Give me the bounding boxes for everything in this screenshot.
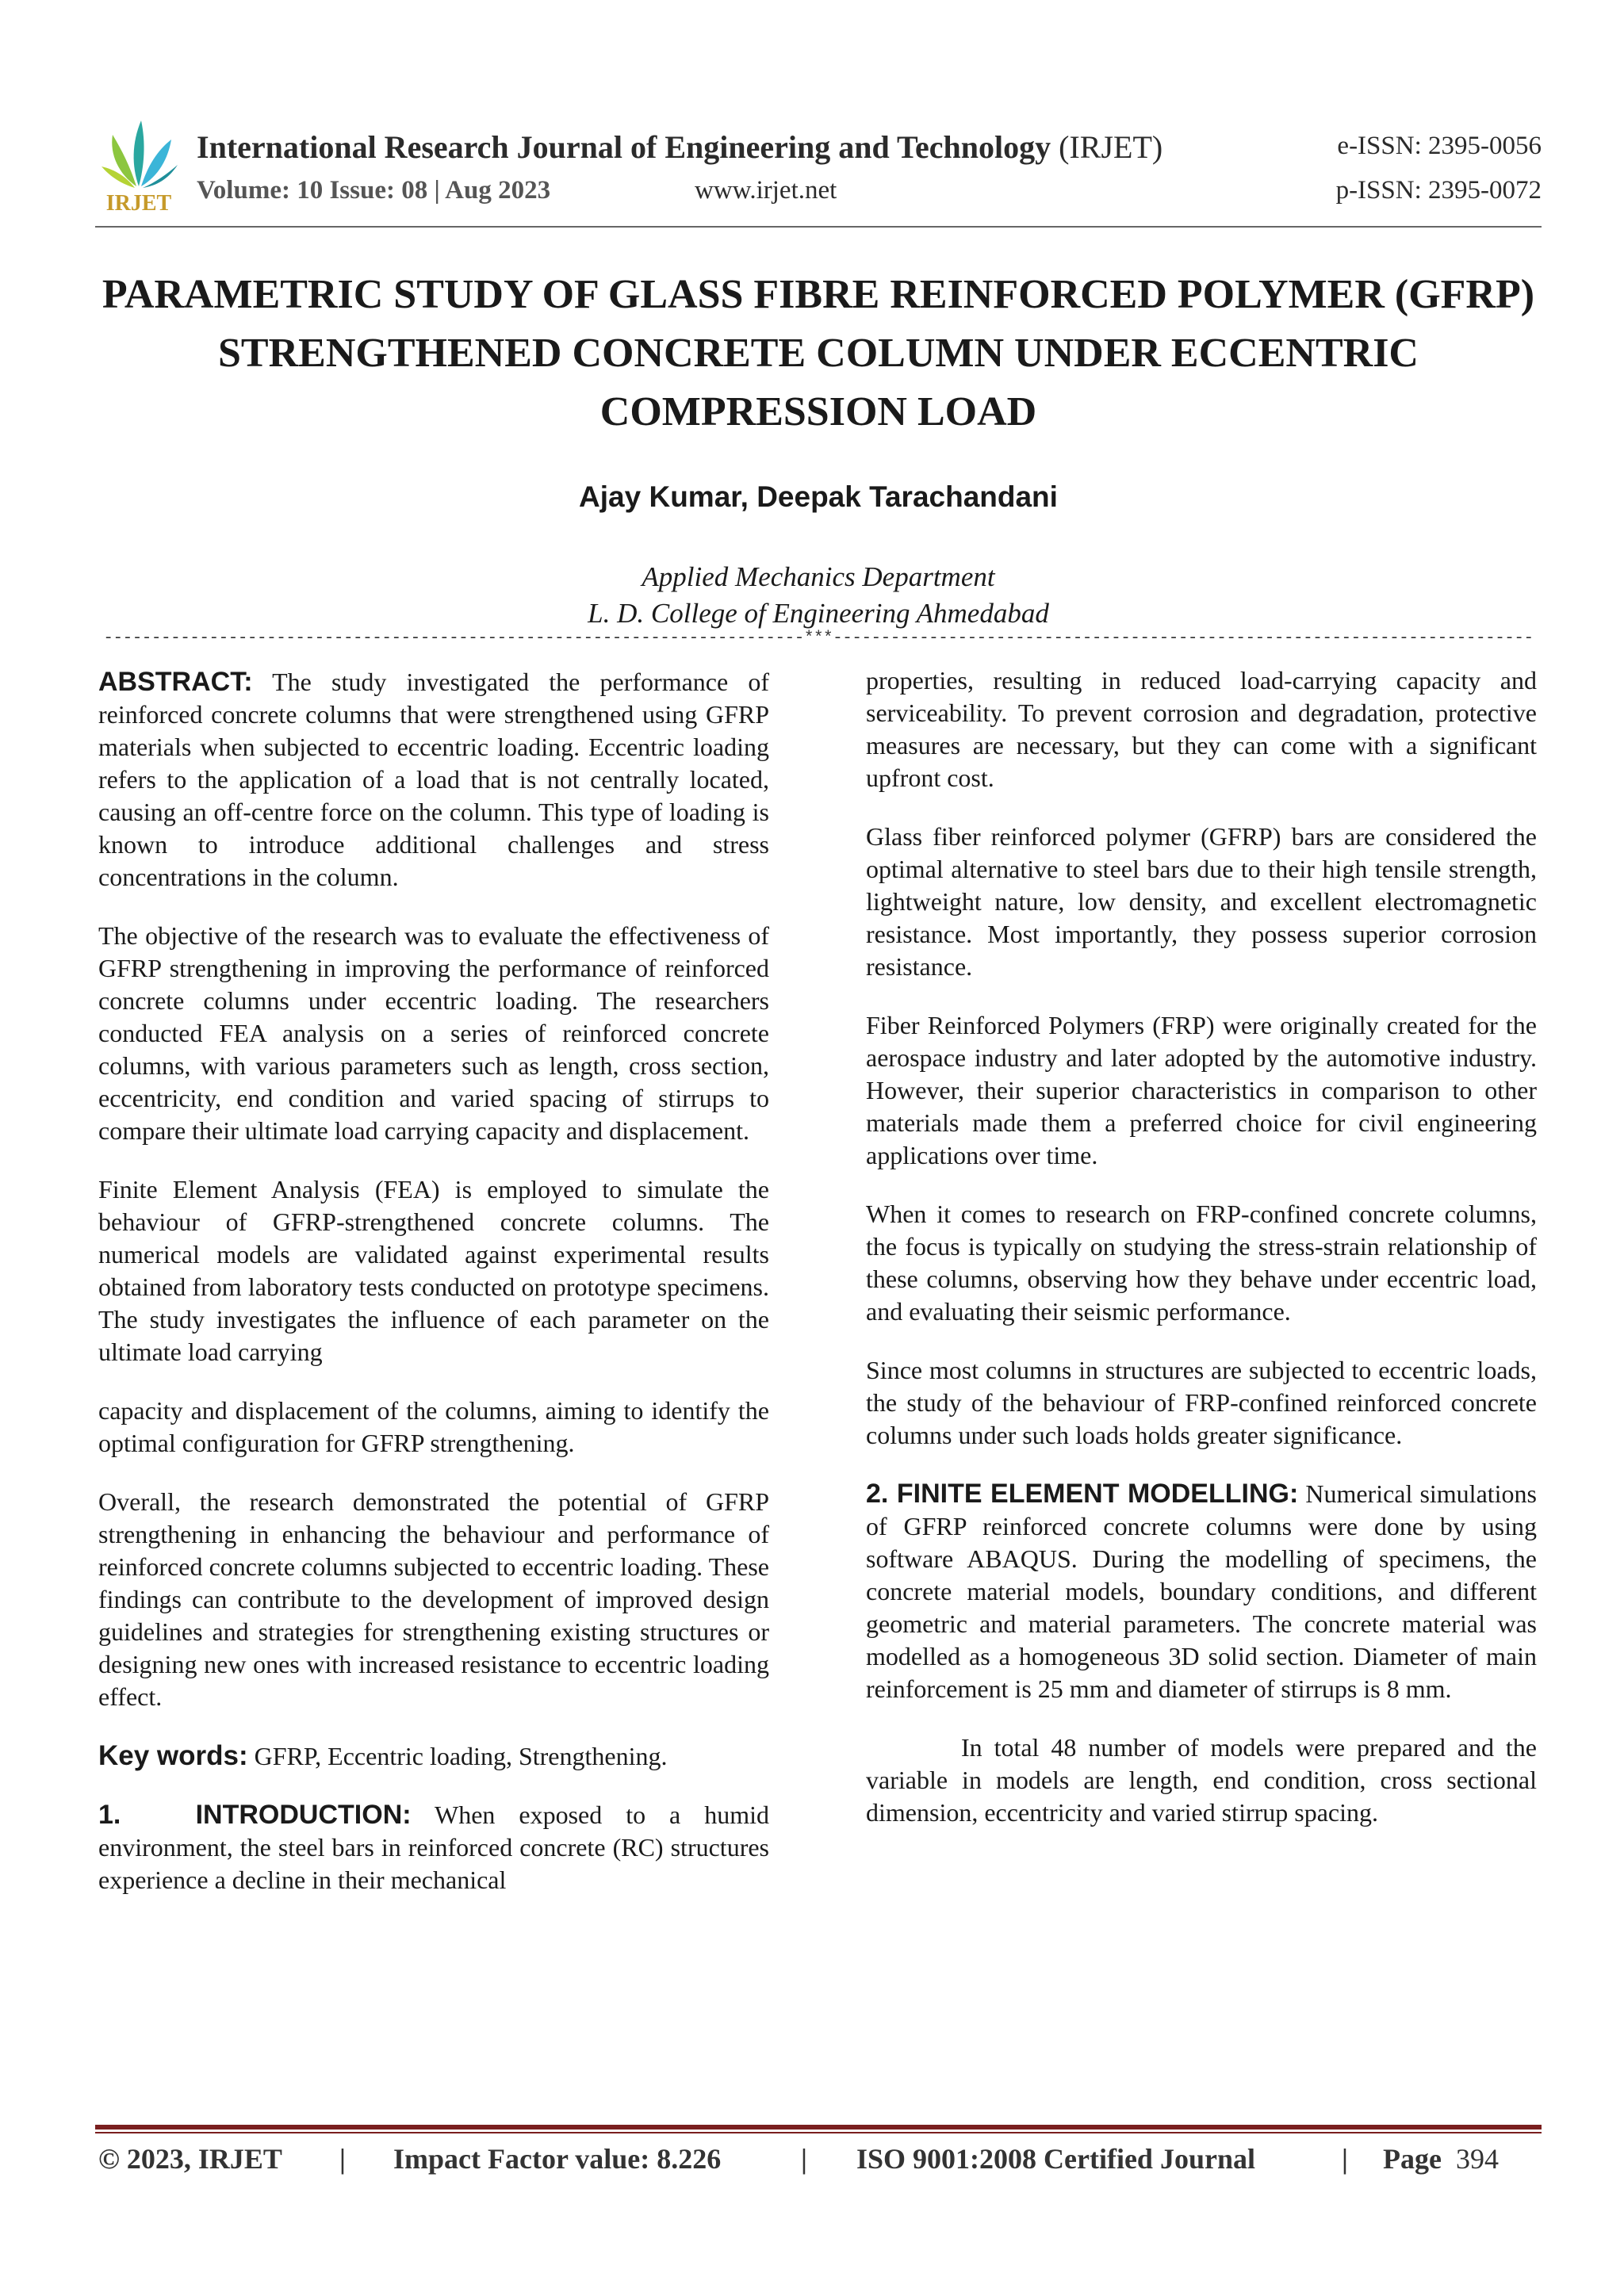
copyright: © 2023, IRJET xyxy=(98,2143,282,2175)
journal-title: International Research Journal of Engineering and Technology (IRJET) xyxy=(197,129,1163,165)
body-paragraph: Fiber Reinforced Polymers (FRP) were originally created for the aerospace industry and later adopted by the automotive industry. However, their superior characteristics in comparison to other materials made them a preferred choice for civil engineering applications over time. xyxy=(866,1011,1537,1169)
fem-heading: 2. FINITE ELEMENT MODELLING: xyxy=(866,1479,1299,1509)
footer-rule-thin xyxy=(95,2132,1542,2133)
body-paragraph: In total 48 number of models were prepared and the variable in models are length, end condition, cross sectional dimension, eccentricity and varied stirrup spacing. xyxy=(866,1733,1537,1827)
abstract-paragraph: ABSTRACT: The study investigated the performance of reinforced concrete columns that were strengthened using GFRP materials when subjected to eccentric loading. Eccentric loading refers to the application of a load that is not centrally located, causing an off-centre force on the column. This type of loading is known to introduce additional challenges and stress concentrations in the column. xyxy=(98,667,770,891)
section-separator: -------------------------------------------------------------------------***------------------------------------------------------------------------- xyxy=(103,629,1534,648)
authors: Ajay Kumar, Deepak Tarachandani xyxy=(579,480,1058,513)
body-paragraph: properties, resulting in reduced load-carrying capacity and serviceability. To prevent corrosion and degradation, protective measures are necessary, but they can come with a significant upfront cost. xyxy=(866,666,1537,792)
journal-website: www.irjet.net xyxy=(695,176,837,205)
impact-factor: Impact Factor value: 8.226 xyxy=(393,2143,722,2175)
header-divider xyxy=(95,226,1542,228)
affiliation: Applied Mechanics Department L. D. College of Engineering Ahmedabad xyxy=(588,561,1049,629)
left-column xyxy=(98,666,769,1896)
footer-separator: | xyxy=(339,2143,346,2175)
body-paragraph: Since most columns in structures are subjected to eccentric loads, the study of the behaviour of FRP-confined reinforced concrete columns under such loads holds greater significance. xyxy=(866,1356,1537,1449)
abstract-label: ABSTRACT: xyxy=(98,667,253,697)
svg-text:IRJET: IRJET xyxy=(105,191,172,214)
footer-separator: | xyxy=(1342,2143,1348,2175)
fem-paragraph: 2. FINITE ELEMENT MODELLING: Numerical simulations of GFRP reinforced concrete columns were done by using software ABAQUS. During the modelling of specimens, the concrete material models, boundary conditions, and different geometric and material parameters. The concrete material was modelled as a homogeneous 3D solid section. Diameter of main reinforcement is 25 mm and diameter of stirrups is 8 mm. xyxy=(866,1479,1538,1703)
page-number: 394 xyxy=(1455,2143,1499,2175)
volume-issue: Volume: 10 Issue: 08 | Aug 2023 xyxy=(197,176,551,205)
footer-separator: | xyxy=(801,2143,807,2175)
abstract-paragraph: capacity and displacement of the columns, aiming to identify the optimal configuration for GFRP strengthening. xyxy=(98,1396,769,1457)
keywords: Key words: GFRP, Eccentric loading, Strengthening. xyxy=(98,1740,668,1771)
abstract-paragraph: Finite Element Analysis (FEA) is employed to simulate the behaviour of GFRP-strengthened concrete columns. The numerical models are validated against experimental results obtained from laboratory tests conducted on prototype specimens. The study investigates the influence of each parameter on the ultimate load carrying xyxy=(98,1175,769,1366)
abstract-paragraph: The objective of the research was to evaluate the effectiveness of GFRP strengthening in improving the performance of reinforced concrete columns under eccentric loading. The researchers conducted FEA analysis on a series of reinforced concrete columns, with various parameters such as length, cross section, eccentricity, end condition and varied spacing of stirrups to compare their ultimate load carrying capacity and displacement. xyxy=(98,921,769,1145)
irjet-logo xyxy=(95,111,182,214)
pissn: p-ISSN: 2395-0072 xyxy=(1335,176,1542,205)
page-label: Page 394 xyxy=(1383,2143,1499,2175)
introduction-heading: 1. INTRODUCTION: xyxy=(98,1800,412,1830)
body-paragraph: When it comes to research on FRP-confined concrete columns, the focus is typically on studying the stress-strain relationship of these columns, observing how they behave under eccentric load, and evaluating their seismic performance. xyxy=(866,1200,1537,1326)
right-column xyxy=(866,664,1537,1855)
journal-header xyxy=(95,111,1542,222)
abstract-paragraph: Overall, the research demonstrated the potential of GFRP strengthening in enhancing the behaviour and performance of reinforced concrete columns subjected to eccentric loading. These findings can contribute to the development of improved design guidelines and strategies for strengthening existing structures or designing new ones with increased resistance to eccentric loading effect. xyxy=(98,1487,769,1711)
eissn: e-ISSN: 2395-0056 xyxy=(1337,132,1542,160)
introduction-paragraph: 1. INTRODUCTION: When exposed to a humid environment, the steel bars in reinforced concrete (RC) structures experience a decline in their mechanical xyxy=(98,1800,770,1894)
keywords-label: Key words: xyxy=(98,1740,248,1771)
paper-title: PARAMETRIC STUDY OF GLASS FIBRE REINFORCED POLYMER (GFRP) STRENGTHENED CONCRETE COLUMN UNDER ECCENTRIC COMPRESSION LOAD xyxy=(102,272,1535,434)
page-footer xyxy=(98,2142,1542,2182)
body-paragraph: Glass fiber reinforced polymer (GFRP) bars are considered the optimal alternative to steel bars due to their high tensile strength, lightweight nature, low density, and excellent electromagnetic resistance. Most importantly, they possess superior corrosion resistance. xyxy=(866,822,1537,981)
footer-rule xyxy=(95,2125,1542,2130)
iso-certification: ISO 9001:2008 Certified Journal xyxy=(856,2143,1255,2175)
